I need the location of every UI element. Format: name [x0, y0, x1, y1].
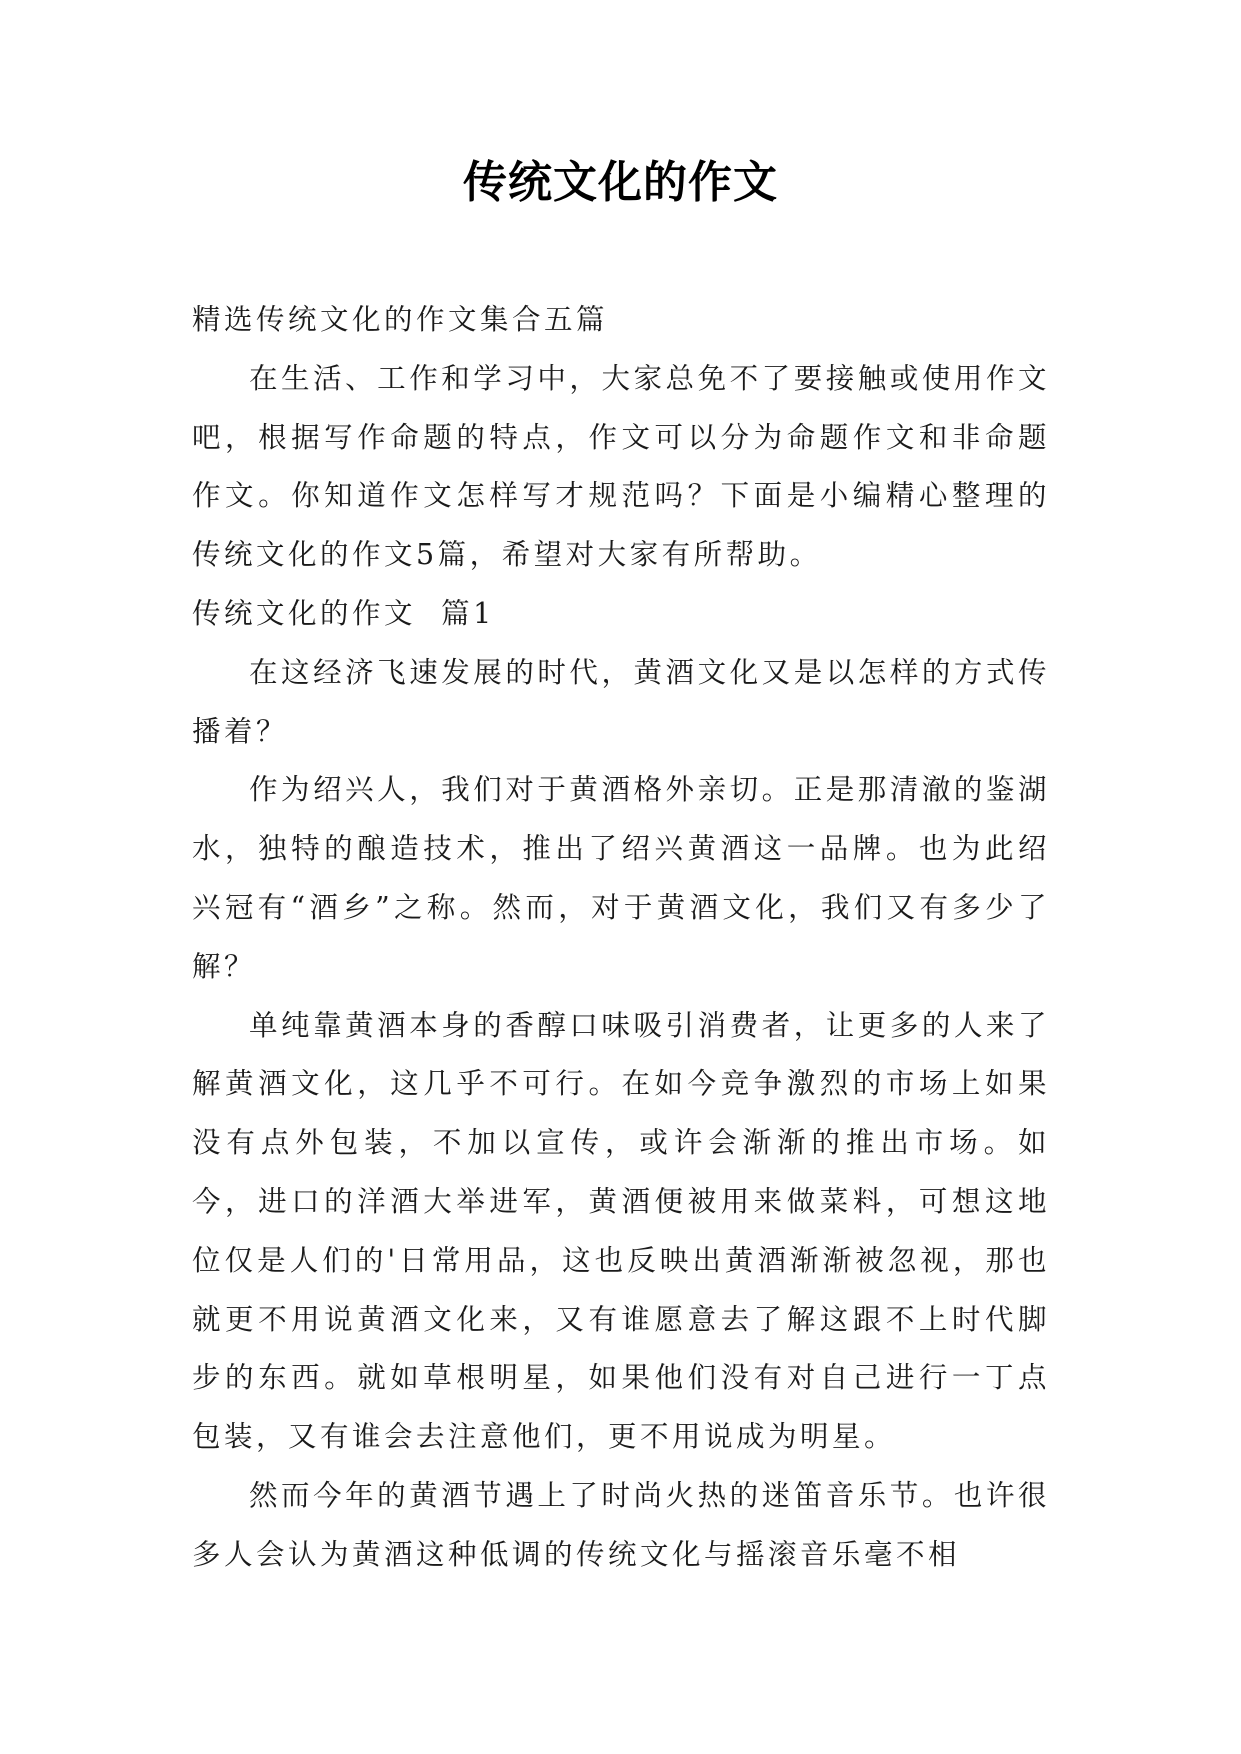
body-paragraph: 在这经济飞速发展的时代，黄酒文化又是以怎样的方式传播着？	[192, 655, 1050, 748]
document-body	[192, 291, 1050, 1585]
document-subtitle: 精选传统文化的作文集合五篇	[192, 303, 609, 336]
intro-paragraph: 在生活、工作和学习中，大家总免不了要接触或使用作文吧，根据写作命题的特点，作文可以分为命题作文和非命题作文。你知道作文怎样写才规范吗？下面是小编精心整理的传统文化的作文5篇，希望对大家有所帮助。	[192, 361, 1050, 572]
body-paragraph: 单纯靠黄酒本身的香醇口味吸引消费者，让更多的人来了解黄酒文化，这几乎不可行。在如今竞争激烈的市场上如果没有点外包装，不加以宣传，或许会渐渐的推出市场。如今，进口的洋酒大举进军，黄酒便被用来做菜料，可想这地位仅是人们的'日常用品，这也反映出黄酒渐渐被忽视，那也就更不用说黄酒文化来，又有谁愿意去了解这跟不上时代脚步的东西。就如草根明星，如果他们没有对自己进行一丁点包装，又有谁会去注意他们，更不用说成为明星。	[192, 1008, 1050, 1454]
section-heading: 传统文化的作文 篇1	[192, 596, 495, 630]
body-paragraph: 作为绍兴人，我们对于黄酒格外亲切。正是那清澈的鉴湖水，独特的酿造技术，推出了绍兴黄酒这一品牌。也为此绍兴冠有“酒乡”之称。然而，对于黄酒文化，我们又有多少了解？	[192, 773, 1050, 983]
document-title: 传统文化的作文	[463, 157, 778, 208]
body-paragraph: 然而今年的黄酒节遇上了时尚火热的迷笛音乐节。也许很多人会认为黄酒这种低调的传统文化与摇滚音乐毫不相	[192, 1478, 1050, 1571]
